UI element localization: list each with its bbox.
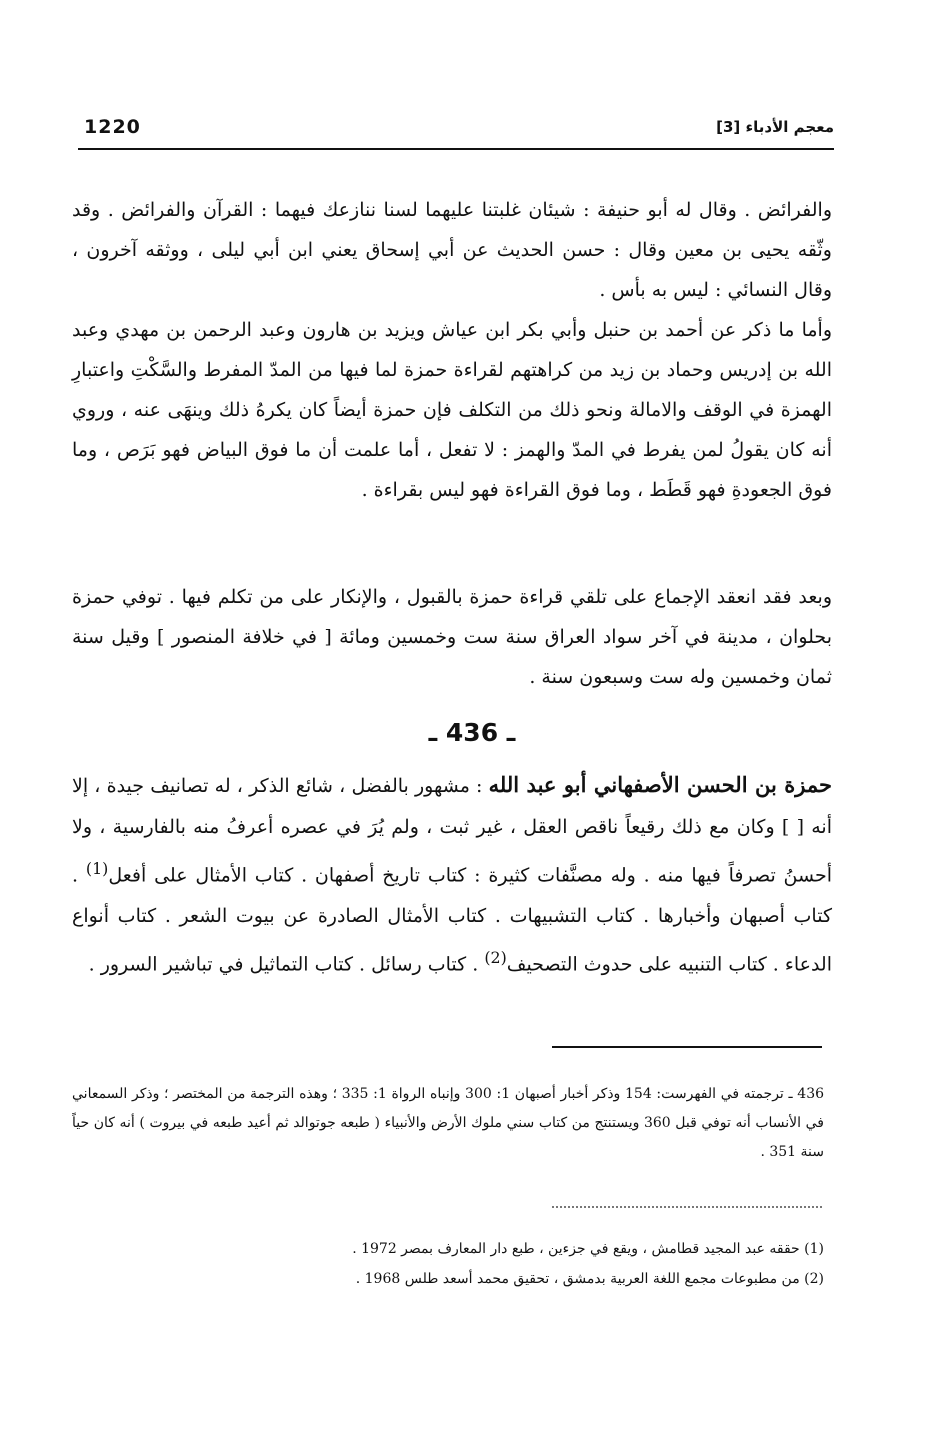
body-paragraph-3: وبعد فقد انعقد الإجماع على تلقي قراءة حمزة بالقبول ، والإنكار على من تكلم فيها . توفي حمزة بحلوان ، مدينة في آخر سواد العراق سنة ست وخمسين ومائة [ في خلافة المنصور ] وقيل سنة ثمان وخمسين وله ست وسبعون سنة .	[72, 586, 832, 688]
footnote-ref-1: (1)	[85, 859, 109, 878]
page-number: 1220	[84, 116, 141, 138]
entry-text: : مشهور بالفضل ، شائع الذكر ، له تصانيف جيدة ، إلا أنه [ ] وكان مع ذلك رقيعاً ناقص العقل ، غير ثبت ، ولم يُرَ في عصره أعرفُ منه بالفارسية ، ولا أحسنُ تصرفاً فيها منه . وله مصنَّفات كثيرة : كتاب تاريخ أصفهان . كتاب الأمثال على أفعل	[72, 775, 832, 887]
footnote-1: (1) حققه عبد المجيد قطامش ، ويقع في جزءين ، طبع دار المعارف بمصر 1972 .	[352, 1241, 824, 1257]
entry-name: حمزة بن الحسن الأصفهاني أبو عبد الله	[488, 772, 832, 797]
entry-footnote: 436 ـ ترجمته في الفهرست: 154 وذكر أخبار أصبهان 1: 300 وإنباه الرواة 1: 335 ؛ وهذه الترجمة من المختصر ؛ وذكر السمعاني في الأنساب أنه توفي قبل 360 ويستنتج من كتاب سني ملوك الأرض والأنبياء ( طبعه جوتوالد ثم أعيد طبعه في بيروت ) أنه كان حياً سنة 351 .	[72, 1086, 825, 1160]
entry-text-3: . كتاب رسائل . كتاب التماثيل في تباشير السرور .	[88, 953, 485, 976]
entry-text-2: . كتاب أصبهان وأخبارها . كتاب التشبيهات . كتاب الأمثال الصادرة عن بيوت الشعر . كتاب أنواع الدعاء . كتاب التنبيه على حدوث التصحيف	[72, 864, 832, 976]
entry-number: ـ 436 ـ	[428, 718, 516, 747]
running-title: معجم الأدباء [3]	[716, 118, 834, 136]
footnote-dotted-rule	[552, 1206, 822, 1208]
page-header	[78, 116, 834, 146]
body-paragraph-2: وأما ما ذكر عن أحمد بن حنبل وأبي بكر ابن عياش ويزيد بن هارون وعبد الرحمن بن مهدي وعبد الله بن إدريس وحماد بن زيد من كراهتهم لقراءة حمزة لما فيها من المدّ المفرط والسَّكْتِ واعتبارِ الهمزة في الوقف والامالة ونحو ذلك من التكلف فإن حمزة أيضاً كان يكرهُ ذلك وينهَى عنه ، وروي أنه كان يقولُ لمن يفرط في المدّ والهمز : لا تفعل ، أما علمت أن ما فوق البياض فهو بَرَص ، وما فوق الجعودةِ فهو قَطَط ، وما فوق القراءة فهو ليس بقراءة .	[72, 319, 832, 501]
footnote-rule	[552, 1046, 822, 1048]
footnote-ref-2: (2)	[484, 948, 507, 968]
header-rule	[78, 148, 834, 150]
entry-paragraph	[72, 764, 832, 986]
body-paragraph-1: والفرائض . وقال له أبو حنيفة : شيئان غلبتنا عليهما لسنا ننازعك فيهما : القرآن والفرائض . وقد وثّقه يحيى بن معين وقال : حسن الحديث عن أبي إسحاق يعني ابن أبي ليلى ، ووثقه آخرون ، وقال النسائي : ليس به بأس .	[72, 199, 832, 301]
footnote-2: (2) من مطبوعات مجمع اللغة العربية بدمشق ، تحقيق محمد أسعد طلس 1968 .	[355, 1271, 824, 1287]
